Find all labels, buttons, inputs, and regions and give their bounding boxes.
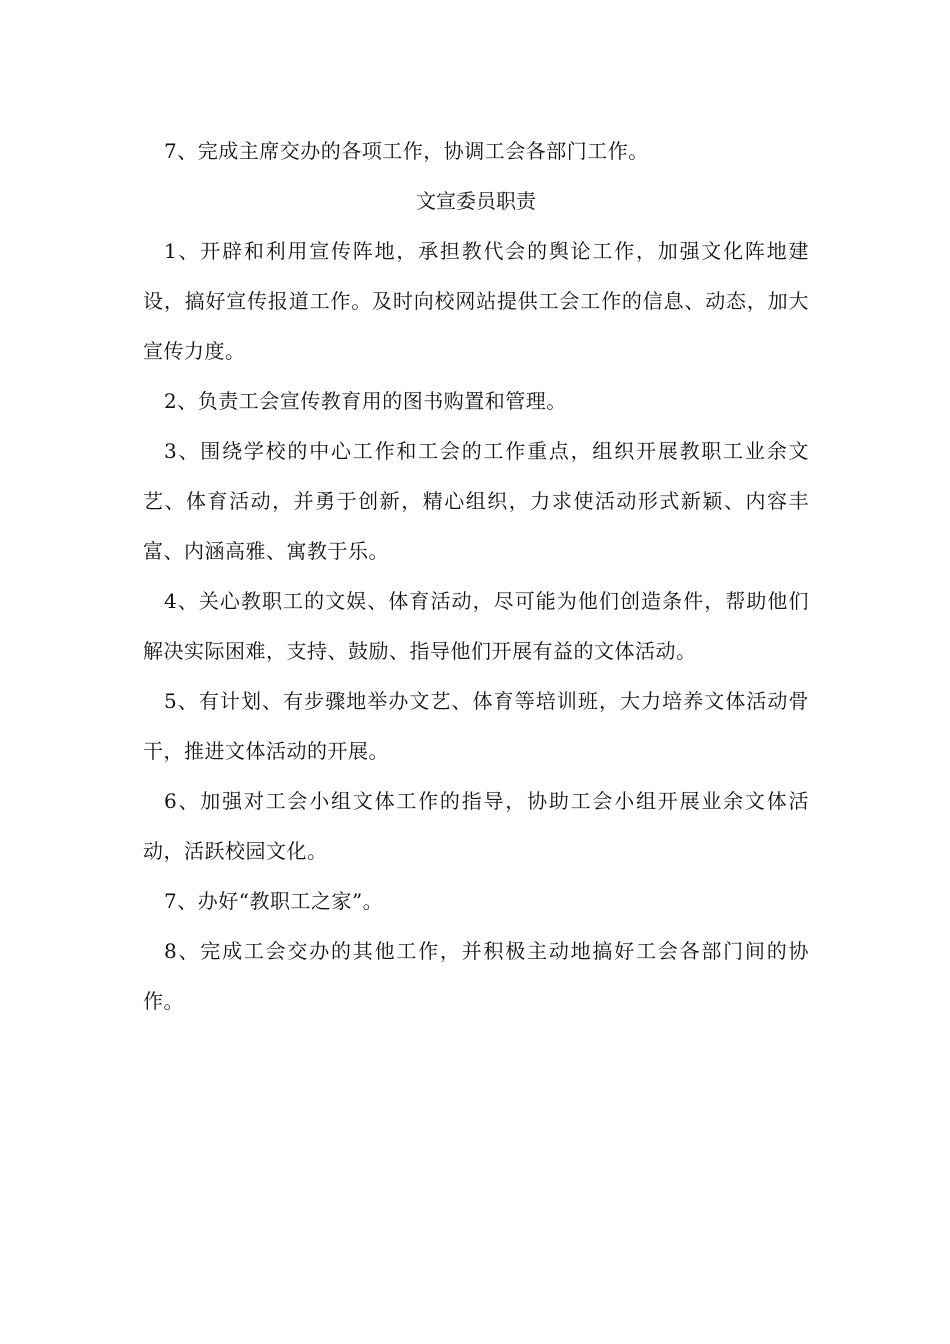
duty-item-4: 4、关心教职工的文娱、体育活动，尽可能为他们创造条件，帮助他们解决实际困难，支持、鼓励、指导他们开展有益的文体活动。 — [143, 589, 809, 663]
duty-item-6: 6、加强对工会小组文体工作的指导，协助工会小组开展业余文体活动，活跃校园文化。 — [143, 789, 809, 863]
duty-item-5: 5、有计划、有步骤地举办文艺、体育等培训班，大力培养文体活动骨干，推进文体活动的开展。 — [143, 689, 809, 763]
duty-item-3: 3、围绕学校的中心工作和工会的工作重点，组织开展教职工业余文艺、体育活动，并勇于创新，精心组织，力求使活动形式新颖、内容丰富、内涵高雅、寓教于乐。 — [143, 439, 809, 563]
document-body — [143, 126, 809, 1026]
lead-item-7: 7、完成主席交办的各项工作，协调工会各部门工作。 — [164, 139, 649, 163]
duty-item-7: 7、办好“教职工之家”。 — [164, 889, 384, 913]
section-title: 文宣委员职责 — [416, 189, 536, 213]
duty-item-2: 2、负责工会宣传教育用的图书购置和管理。 — [164, 389, 567, 413]
duty-item-8: 8、完成工会交办的其他工作，并积极主动地搞好工会各部门间的协作。 — [143, 939, 809, 1013]
duty-item-1: 1、开辟和利用宣传阵地，承担教代会的舆论工作，加强文化阵地建设，搞好宣传报道工作。及时向校网站提供工会工作的信息、动态，加大宣传力度。 — [143, 239, 809, 363]
